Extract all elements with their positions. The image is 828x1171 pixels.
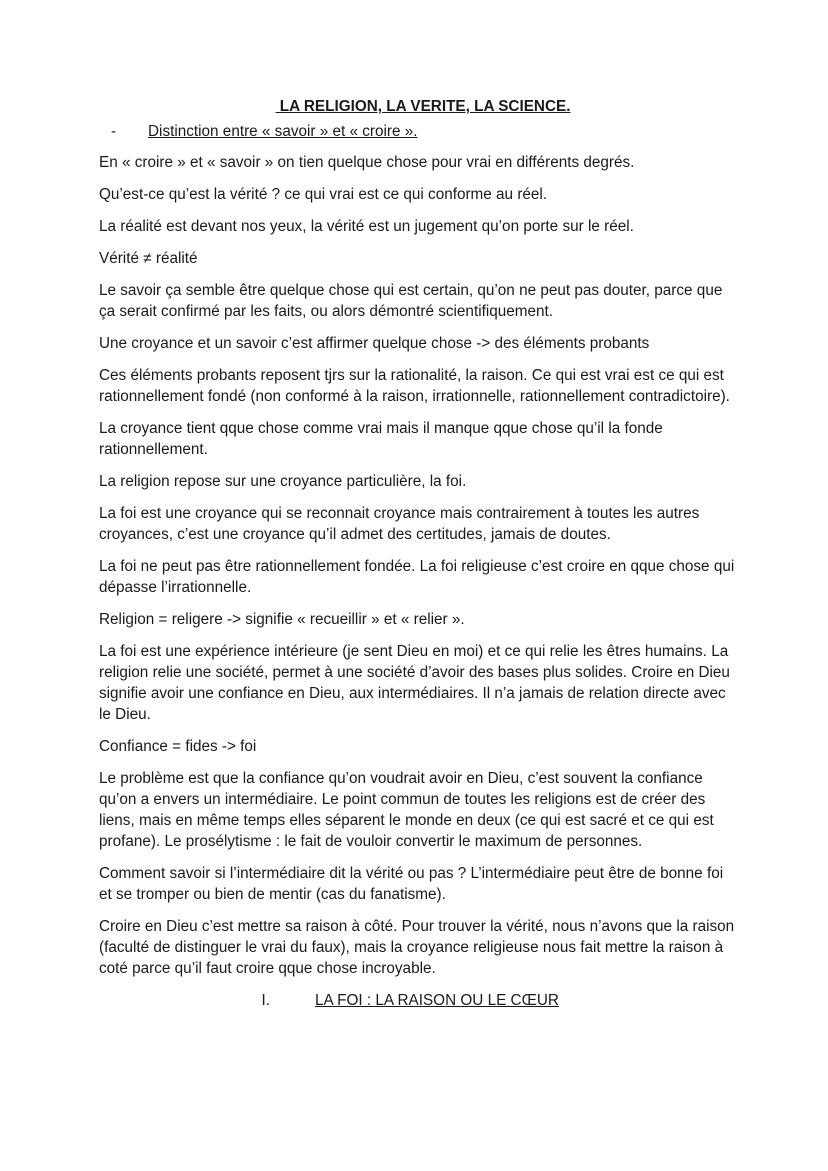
section-title: LA FOI : LA RAISON OU LE CŒUR xyxy=(315,992,559,1009)
paragraph: La foi est une expérience intérieure (je sent Dieu en moi) et ce qui relie les êtres humains. La religion relie une société, permet à une société d’avoir des bases plus solides. Croire en Dieu signifie avoir une confiance en Dieu, aux intermédiaires. Il n’a jamais de relation directe avec le Dieu. xyxy=(99,643,730,723)
section-number: I. xyxy=(261,992,270,1009)
paragraph: La religion repose sur une croyance particulière, la foi. xyxy=(99,473,467,490)
paragraph: Qu’est-ce qu’est la vérité ? ce qui vrai est ce qui conforme au réel. xyxy=(99,186,548,203)
paragraph: La foi ne peut pas être rationnellement fondée. La foi religieuse c’est croire en qque chose qui dépasse l’irrationnelle. xyxy=(99,558,735,596)
paragraph: Comment savoir si l’intermédiaire dit la vérité ou pas ? L’intermédiaire peut être de bonne foi et se tromper ou bien de mentir (cas du fanatisme). xyxy=(99,865,724,903)
paragraph: Une croyance et un savoir c’est affirmer quelque chose -> des éléments probants xyxy=(99,335,650,352)
paragraph: La croyance tient qque chose comme vrai mais il manque qque chose qu’il la fonde rationnellement. xyxy=(99,420,663,458)
paragraph: Vérité ≠ réalité xyxy=(99,250,198,267)
paragraph: Le problème est que la confiance qu’on voudrait avoir en Dieu, c’est souvent la confiance qu’on a envers un intermédiaire. Le point commun de toutes les religions est de créer des liens, mais en même temps elles séparent le monde en deux (ce qui est sacré et ce qui est profane). Le prosélytisme : le fait de vouloir convertir le maximum de personnes. xyxy=(99,770,714,850)
paragraph: Croire en Dieu c’est mettre sa raison à côté. Pour trouver la vérité, nous n’avons que la raison (faculté de distinguer le vrai du faux), mais la croyance religieuse nous fait mettre la raison à coté parce qu’il faut croire qque chose incroyable. xyxy=(99,918,735,977)
section-heading xyxy=(99,990,739,1011)
page-title: LA RELIGION, LA VERITE, LA SCIENCE. xyxy=(275,98,571,115)
paragraph: Ces éléments probants reposent tjrs sur la rationalité, la raison. Ce qui est vrai est ce qui est rationnellement fondé (non conformé à la raison, irrationnelle, rationnellement contradictoire). xyxy=(99,367,730,405)
paragraph: La réalité est devant nos yeux, la vérité est un jugement qu’on porte sur le réel. xyxy=(99,218,634,235)
subtitle-bullet: - xyxy=(111,123,117,140)
paragraph: Confiance = fides -> foi xyxy=(99,738,257,755)
paragraph: Le savoir ça semble être quelque chose qui est certain, qu’on ne peut pas douter, parce que ça serait confirmé par les faits, ou alors démontré scientifiquement. xyxy=(99,282,723,320)
document-body xyxy=(99,96,739,1011)
paragraph: Religion = religere -> signifie « recueillir » et « relier ». xyxy=(99,611,465,628)
subtitle-text: Distinction entre « savoir » et « croire ». xyxy=(148,123,418,140)
paragraph: En « croire » et « savoir » on tien quelque chose pour vrai en différents degrés. xyxy=(99,154,635,171)
paragraph: La foi est une croyance qui se reconnait croyance mais contrairement à toutes les autres croyances, c’est une croyance qu’il admet des certitudes, jamais de doutes. xyxy=(99,505,700,543)
subtitle xyxy=(99,121,739,142)
